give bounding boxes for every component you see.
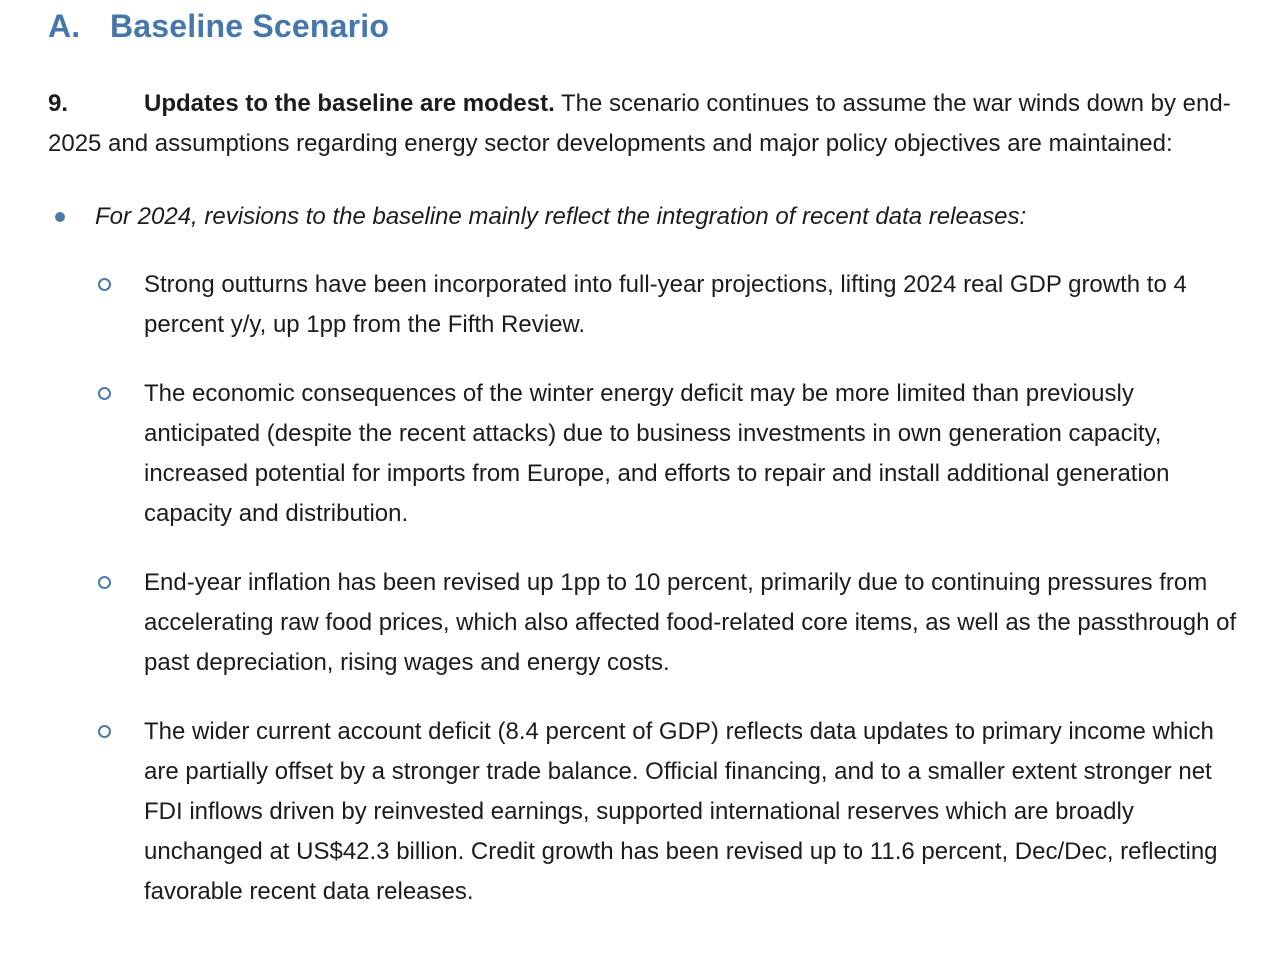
hollow-circle-bullet-icon: [98, 576, 111, 589]
paragraph-body-text: The scenario continues to assume the war winds down by end-2025 and assumptions regarding energy sector developments and major policy objectives are maintained:: [48, 90, 1231, 157]
sub-bullet-text: End-year inflation has been revised up 1pp to 10 percent, primarily due to continuing pressures from accelerating raw food prices, which also affected food-related core items, as well as the passthrough of past depreciation, rising wages and energy costs.: [144, 569, 1237, 676]
numbered-paragraph: [48, 84, 1238, 164]
paragraph-bold-lead: Updates to the baseline are modest.: [144, 90, 555, 117]
sub-bullet-item: [48, 712, 1238, 912]
sub-bullet-text: The wider current account deficit (8.4 percent of GDP) reflects data updates to primary income which are partially offset by a stronger trade balance. Official financing, and to a smaller extent stronger net FDI inflows driven by reinvested earnings, supported international reserves which are broadly unchanged at US$42.3 billion. Credit growth has been revised up to 11.6 percent, Dec/Dec, reflecting favorable recent data releases.: [144, 718, 1218, 905]
filled-circle-bullet-icon: [55, 212, 65, 222]
hollow-circle-bullet-icon: [98, 725, 111, 738]
sub-bullet-text: The economic consequences of the winter energy deficit may be more limited than previously anticipated (despite the recent attacks) due to business investments in own generation capacity, increased potential for imports from Europe, and efforts to repair and install additional generation capacity and distribution.: [144, 380, 1170, 527]
sub-bullet-item: [48, 265, 1238, 345]
sub-bullet-item: [48, 563, 1238, 683]
section-heading-title: Baseline Scenario: [110, 8, 390, 44]
paragraph-number: 9.: [48, 90, 69, 117]
hollow-circle-bullet-icon: [98, 278, 111, 291]
sub-bullet-item: [48, 374, 1238, 534]
section-heading-label: A.: [48, 8, 81, 44]
section-heading: [48, 6, 1238, 46]
bullet-item-text: For 2024, revisions to the baseline mainly reflect the integration of recent data releases:: [95, 203, 1027, 230]
hollow-circle-bullet-icon: [98, 387, 111, 400]
sub-bullet-text: Strong outturns have been incorporated into full-year projections, lifting 2024 real GDP growth to 4 percent y/y, up 1pp from the Fifth Review.: [144, 271, 1187, 338]
bullet-item: [48, 197, 1238, 237]
